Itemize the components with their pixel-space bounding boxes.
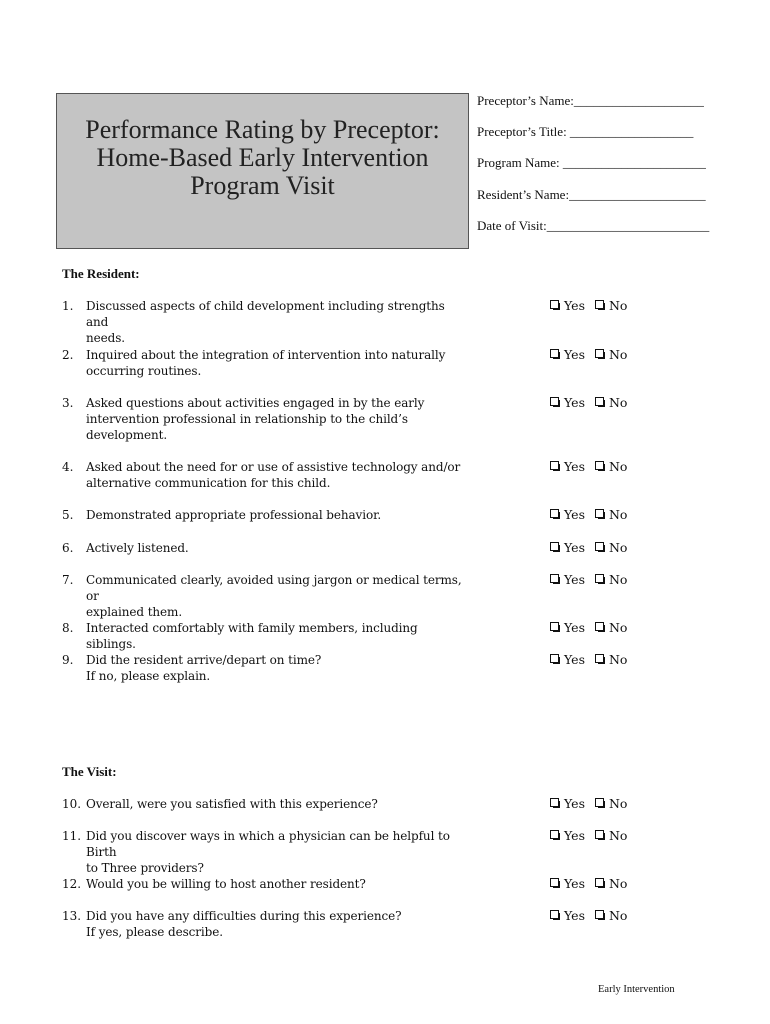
- title-box: [56, 93, 469, 249]
- question-text: [86, 395, 466, 443]
- yes-checkbox[interactable]: [550, 300, 559, 309]
- page-title: [57, 116, 468, 200]
- question-text-line: Actively listened.: [86, 541, 189, 555]
- question-text: [86, 572, 466, 620]
- yes-no-options: [550, 876, 637, 892]
- question-text-line: Did the resident arrive/depart on time?: [86, 653, 322, 667]
- yes-checkbox[interactable]: [550, 910, 559, 919]
- question-text-line: Inquired about the integration of intervention into naturally: [86, 348, 446, 362]
- no-label: No: [608, 908, 628, 923]
- question-text-line: Discussed aspects of child development including strengths and: [86, 299, 445, 329]
- question-number: 12.: [62, 877, 82, 891]
- question-number: 4.: [62, 460, 74, 474]
- yes-checkbox[interactable]: [550, 397, 559, 406]
- question-text-line: If yes, please describe.: [86, 925, 223, 939]
- no-label: No: [608, 620, 628, 635]
- program-name-field[interactable]: Program Name: ______________________: [477, 155, 706, 170]
- yes-checkbox[interactable]: [550, 542, 559, 551]
- no-checkbox[interactable]: [595, 397, 604, 406]
- yes-label: Yes: [564, 459, 585, 474]
- yes-label: Yes: [564, 652, 585, 667]
- yes-no-options: [550, 459, 637, 475]
- yes-label: Yes: [564, 395, 585, 410]
- no-label: No: [608, 876, 628, 891]
- no-checkbox[interactable]: [595, 509, 604, 518]
- no-label: No: [608, 652, 628, 667]
- resident-name-field[interactable]: Resident’s Name:_____________________: [477, 187, 706, 202]
- question-text: [86, 908, 466, 940]
- question-text: [86, 540, 466, 556]
- question-number: 8.: [62, 621, 74, 635]
- question-number: 6.: [62, 541, 74, 555]
- question-text-line: intervention professional in relationship to the child’s: [86, 412, 408, 426]
- yes-checkbox[interactable]: [550, 878, 559, 887]
- yes-no-options: [550, 395, 637, 411]
- no-checkbox[interactable]: [595, 300, 604, 309]
- yes-no-options: [550, 298, 637, 314]
- yes-checkbox[interactable]: [550, 349, 559, 358]
- question-text-line: Communicated clearly, avoided using jargon or medical terms, or: [86, 573, 462, 603]
- yes-checkbox[interactable]: [550, 461, 559, 470]
- question-number: 2.: [62, 348, 74, 362]
- question-text: [86, 652, 466, 684]
- question-text-line: to Three providers?: [86, 861, 204, 875]
- question-text: [86, 620, 466, 652]
- yes-label: Yes: [564, 876, 585, 891]
- date-of-visit-field[interactable]: Date of Visit:_________________________: [477, 218, 710, 233]
- yes-checkbox[interactable]: [550, 509, 559, 518]
- no-checkbox[interactable]: [595, 798, 604, 807]
- no-label: No: [608, 395, 628, 410]
- preceptor-title-field[interactable]: Preceptor’s Title: ___________________: [477, 124, 694, 139]
- no-label: No: [608, 828, 628, 843]
- question-text: [86, 507, 466, 523]
- no-label: No: [608, 459, 628, 474]
- footer-label: Early Intervention: [598, 984, 675, 995]
- no-checkbox[interactable]: [595, 878, 604, 887]
- yes-label: Yes: [564, 347, 585, 362]
- yes-no-options: [550, 828, 637, 844]
- question-text: [86, 828, 466, 876]
- yes-no-options: [550, 620, 637, 636]
- question-text-line: explained them.: [86, 605, 183, 619]
- yes-checkbox[interactable]: [550, 830, 559, 839]
- question-text-line: Asked about the need for or use of assistive technology and/or: [86, 460, 461, 474]
- title-line: Performance Rating by Preceptor:: [85, 115, 440, 144]
- yes-no-options: [550, 796, 637, 812]
- no-label: No: [608, 572, 628, 587]
- yes-label: Yes: [564, 572, 585, 587]
- question-number: 7.: [62, 573, 74, 587]
- no-label: No: [608, 796, 628, 811]
- yes-checkbox[interactable]: [550, 798, 559, 807]
- yes-no-options: [550, 540, 637, 556]
- yes-label: Yes: [564, 796, 585, 811]
- yes-no-options: [550, 908, 637, 924]
- no-checkbox[interactable]: [595, 830, 604, 839]
- question-text-line: Did you have any difficulties during this experience?: [86, 909, 402, 923]
- question-number: 13.: [62, 909, 82, 923]
- question-number: 3.: [62, 396, 74, 410]
- yes-label: Yes: [564, 828, 585, 843]
- question-text-line: occurring routines.: [86, 364, 202, 378]
- question-text: [86, 459, 466, 491]
- yes-label: Yes: [564, 620, 585, 635]
- yes-label: Yes: [564, 540, 585, 555]
- title-line: Program Visit: [190, 171, 335, 200]
- question-text-line: Demonstrated appropriate professional behavior.: [86, 508, 382, 522]
- no-checkbox[interactable]: [595, 910, 604, 919]
- no-checkbox[interactable]: [595, 461, 604, 470]
- no-label: No: [608, 347, 628, 362]
- no-checkbox[interactable]: [595, 622, 604, 631]
- yes-no-options: [550, 507, 637, 523]
- question-text-line: needs.: [86, 331, 125, 345]
- question-number: 10.: [62, 797, 82, 811]
- yes-no-options: [550, 652, 637, 668]
- yes-checkbox[interactable]: [550, 574, 559, 583]
- question-text: [86, 876, 466, 892]
- question-number: 9.: [62, 653, 74, 667]
- yes-label: Yes: [564, 908, 585, 923]
- no-checkbox[interactable]: [595, 654, 604, 663]
- no-checkbox[interactable]: [595, 349, 604, 358]
- question-text-line: Overall, were you satisfied with this experience?: [86, 797, 378, 811]
- section-heading-resident: The Resident:: [62, 266, 140, 281]
- yes-checkbox[interactable]: [550, 654, 559, 663]
- yes-no-options: [550, 572, 637, 588]
- question-text-line: alternative communication for this child.: [86, 476, 331, 490]
- preceptor-name-field[interactable]: Preceptor’s Name:____________________: [477, 93, 704, 108]
- yes-label: Yes: [564, 298, 585, 313]
- question-text-line: Asked questions about activities engaged in by the early: [86, 396, 425, 410]
- question-text: [86, 347, 466, 379]
- no-label: No: [608, 298, 628, 313]
- question-number: 11.: [62, 829, 82, 843]
- question-text-line: If no, please explain.: [86, 669, 211, 683]
- title-line: Home-Based Early Intervention: [96, 143, 429, 172]
- no-label: No: [608, 540, 628, 555]
- question-text-line: Interacted comfortably with family members, including siblings.: [86, 621, 418, 651]
- yes-label: Yes: [564, 507, 585, 522]
- question-text-line: development.: [86, 428, 168, 442]
- question-text-line: Did you discover ways in which a physician can be helpful to Birth: [86, 829, 450, 859]
- question-text: [86, 796, 466, 812]
- no-checkbox[interactable]: [595, 542, 604, 551]
- no-label: No: [608, 507, 628, 522]
- yes-no-options: [550, 347, 637, 363]
- question-text: [86, 298, 466, 346]
- no-checkbox[interactable]: [595, 574, 604, 583]
- question-number: 1.: [62, 299, 74, 313]
- yes-checkbox[interactable]: [550, 622, 559, 631]
- section-heading-visit: The Visit:: [62, 764, 117, 779]
- question-number: 5.: [62, 508, 74, 522]
- question-text-line: Would you be willing to host another resident?: [86, 877, 366, 891]
